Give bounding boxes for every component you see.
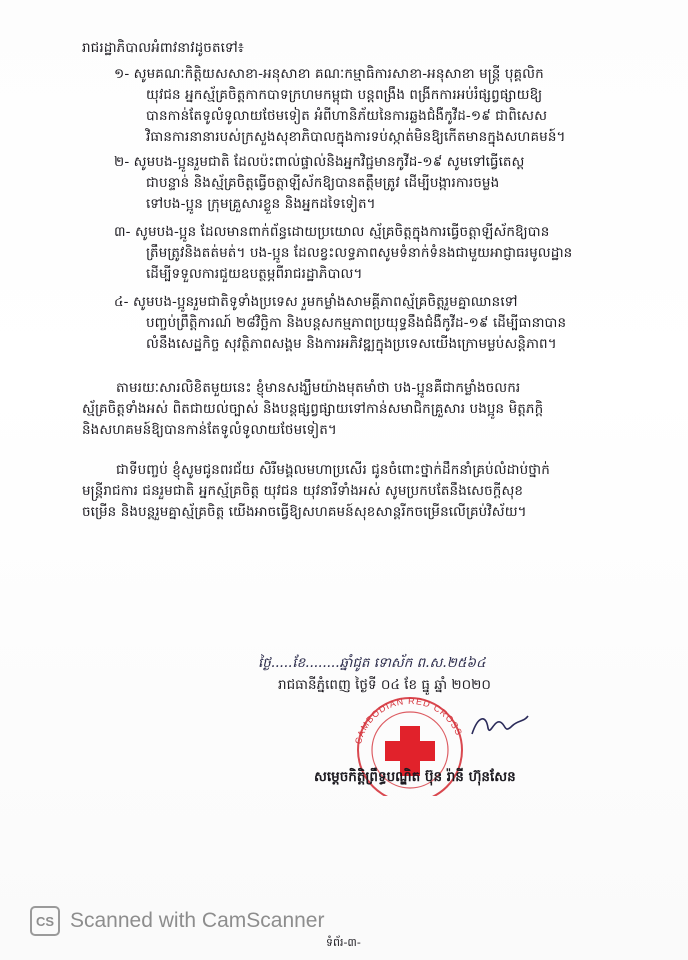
date-block	[258, 652, 658, 696]
item-line: ៤- សូមបង-ប្អូនរួមជាតិទូទាំងប្រទេស រួមកម្លាំងសាមគ្គីភាពស្ម័គ្រចិត្តរួមគ្នាឈានទៅ	[114, 294, 518, 310]
appeal-item-3	[114, 222, 654, 285]
seal-text: CAMBODIAN RED CROSS	[353, 695, 465, 746]
item-line: ៣- សូមបង-ប្អូន ដែលមានពាក់ព័ន្ធដោយប្រយោល ស្ម័គ្រចិត្តក្នុងការធ្វើចត្តាឡីស័កឱ្យបាន	[114, 224, 550, 240]
item-line: ទៅបង-ប្អូន ក្រុមគ្រួសារខ្លួន និងអ្នកដទៃទៀត។	[146, 196, 376, 212]
closing-paragraph-hope	[82, 378, 662, 441]
camscanner-logo-icon: CS	[30, 906, 60, 936]
paragraph-line: ជាទីបញ្ចប់ ខ្ញុំសូមជូនពរជ័យ សិរីមង្គលមហាប្រសើរ ជូនចំពោះថ្នាក់ដឹកនាំគ្រប់លំដាប់ថ្នាក់	[116, 462, 550, 478]
item-line: ១- សូមគណៈកិត្តិយសសាខា-អនុសាខា គណៈកម្មាធិការសាខា-អនុសាខា មន្ត្រី បុគ្គលិក	[114, 66, 544, 82]
paragraph-line: ចម្រើន និងបន្តរួមគ្នាស្ម័គ្រចិត្ត យើងអាចធ្វើឱ្យសហគមន៍សុខសាន្តរីកចម្រើនលើគ្រប់វិស័យ។	[82, 504, 527, 520]
appeal-item-1	[114, 64, 654, 148]
item-line: វិធានការនានារបស់ក្រសួងសុខាភិបាលក្នុងការទប់ស្កាត់មិនឱ្យកើតមានក្នុងសហគមន៍។	[146, 129, 566, 145]
paragraph-line: ស្ម័គ្រចិត្តទាំងអស់ ពិតជាយល់ច្បាស់ និងបន្តផ្សព្វផ្សាយទៅកាន់សមាជិកគ្រួសារ បងប្អូន មិត្តភក្តិ	[82, 401, 544, 417]
signature-scribble	[468, 706, 538, 746]
camscanner-text: Scanned with CamScanner	[70, 909, 325, 932]
lunar-date: ថ្ងៃ.....ខែ........ឆ្នាំជូត ទោស័ក ព.ស.២៥៦៤	[258, 655, 486, 671]
paragraph-line: និងសហគមន៍ឱ្យបានកាន់តែទូលំទូលាយថែមទៀត។	[82, 422, 337, 438]
solar-date: រាជធានីភ្នំពេញ ថ្ងៃទី ០៤ ខែ ធ្នូ ឆ្នាំ ២០២០	[278, 677, 491, 693]
closing-paragraph-blessing	[82, 460, 662, 523]
item-line: លំនឹងសេដ្ឋកិច្ច សុវត្ថិភាពសង្គម និងការអភិវឌ្ឍក្នុងប្រទេសយើងក្រោមម្លប់សន្តិភាព។	[146, 336, 557, 352]
appeal-item-4	[114, 292, 654, 355]
paragraph-line: មន្ត្រីរាជការ ជនរួមជាតិ អ្នកស្ម័គ្រចិត្ត យុវជន យុវនារីទាំងអស់ សូមប្រកបតែនឹងសេចក្តីសុខ	[82, 483, 524, 499]
item-line: បានកាន់តែទូលំទូលាយថែមទៀត អំពីហានិភ័យនៃការឆ្លងជំងឺកូវីដ-១៩ ជាពិសេស	[146, 108, 548, 124]
intro-line: រាជរដ្ឋាភិបាលអំពាវនាវដូចតទៅ៖	[82, 40, 244, 56]
page-number: ទំព័រ-៣-	[326, 936, 361, 949]
item-line: យុវជន អ្នកស្ម័គ្រចិត្តកាកបាទក្រហមកម្ពុជា បន្តពង្រឹង ពង្រីកការអប់រំផ្សព្វផ្សាយឱ្យ	[146, 87, 543, 103]
paragraph-line: តាមរយៈសារលិខិតមួយនេះ ខ្ញុំមានសង្ឃឹមយ៉ាងមុតមាំថា បង-ប្អូនគឺជាកម្លាំងចលករ	[116, 380, 521, 396]
item-line: ត្រឹមត្រូវនិងតត់មត់។ បង-ប្អូន ដែលខ្វះលទ្ធភាពសូមទំនាក់ទំនងជាមួយអាជ្ញាធរមូលដ្ឋាន	[146, 245, 573, 261]
signer-name: សម្តេចកិត្តិព្រឹទ្ធបណ្ឌិត ប៊ុន រ៉ានី ហ៊ុនសែន	[314, 769, 516, 785]
camscanner-watermark	[30, 905, 324, 937]
item-line: ជាបន្ទាន់ និងស្ម័គ្រចិត្តធ្វើចត្តាឡីស័កឱ្យបានតត្តឹមត្រូវ ដើម្បីបង្ការការចម្លង	[146, 175, 500, 191]
item-line: ២- សូមបង-ប្អូនរួមជាតិ ដែលប៉ះពាល់ផ្ទាល់និងអ្នកវិជ្ជមានកូវីដ-១៩ សូមទៅធ្វើតេស្ត	[114, 154, 525, 170]
item-line: បញ្ចប់ព្រឹត្តិការណ៍ ២៨វិច្ឆិកា និងបន្តសកម្មភាពប្រយុទ្ធនឹងជំងឺកូវីដ-១៩ ដើម្បីធានាបាន	[146, 315, 567, 331]
item-line: ដើម្បីទទួលការជួយឧបត្ថម្ភពីរាជរដ្ឋាភិបាល។	[146, 266, 363, 282]
appeal-item-2	[114, 152, 654, 215]
